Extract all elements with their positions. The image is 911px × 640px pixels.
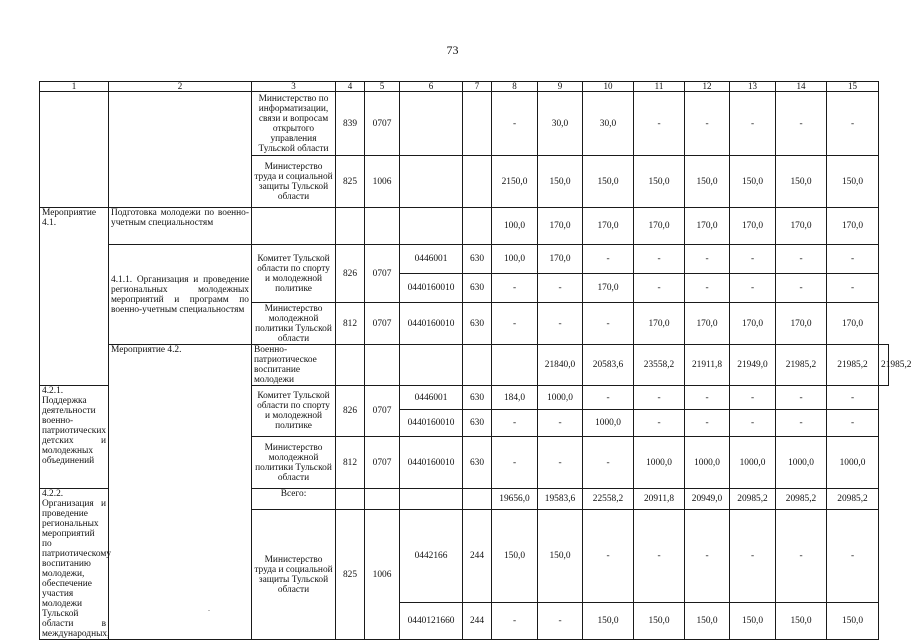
column-number: 6: [400, 82, 463, 92]
value-cell: -: [583, 510, 634, 603]
empty-cell: [336, 345, 365, 386]
value-cell: 1000,0: [583, 410, 634, 437]
column-number: 13: [730, 82, 776, 92]
empty-cell: [400, 208, 463, 245]
subitem-title: 4.2.2. Организация и проведение региональных мероприятий по патриотическому воспитанию молодежи, обеспечение участия молодежи Тульской области в международных,: [40, 489, 109, 640]
agency-cell: Комитет Тульской области по спорту и молодежной политике: [252, 245, 336, 303]
agency-cell: Комитет Тульской области по спорту и молодежной политике: [252, 386, 336, 437]
value-cell: -: [685, 386, 730, 410]
code-cell: 839: [336, 92, 365, 156]
value-cell: 150,0: [583, 156, 634, 208]
value-cell: -: [827, 92, 879, 156]
empty-cell: [400, 489, 463, 510]
code-cell: 630: [463, 245, 492, 274]
value-cell: -: [827, 410, 879, 437]
value-cell: -: [634, 274, 685, 303]
table-row: [40, 208, 889, 245]
code-cell: 0440160010: [400, 274, 463, 303]
value-cell: -: [492, 274, 538, 303]
value-cell: 19656,0: [492, 489, 538, 510]
value-cell: 170,0: [827, 303, 879, 345]
value-cell: 170,0: [583, 208, 634, 245]
code-cell: 630: [463, 274, 492, 303]
value-cell: -: [827, 245, 879, 274]
empty-cell: [365, 208, 400, 245]
table-row: [40, 245, 889, 274]
value-cell: 170,0: [583, 274, 634, 303]
code-cell: [463, 92, 492, 156]
value-cell: 150,0: [730, 156, 776, 208]
value-cell: 21949,0: [730, 345, 776, 386]
code-cell: 0707: [365, 303, 400, 345]
value-cell: 21985,2: [776, 345, 827, 386]
scan-speck: [208, 610, 210, 611]
subitem-title: 4.2.1. Поддержка деятельности военно-патриотических детских и молодежных объединений: [40, 386, 109, 489]
value-cell: 20985,2: [730, 489, 776, 510]
value-cell: 170,0: [685, 208, 730, 245]
total-label: Всего:: [252, 489, 336, 510]
value-cell: -: [776, 510, 827, 603]
column-number-row: [40, 82, 889, 92]
column-number: 2: [109, 82, 252, 92]
value-cell: 170,0: [776, 303, 827, 345]
value-cell: 22558,2: [583, 489, 634, 510]
value-cell: 2150,0: [492, 156, 538, 208]
agency-cell: Министерство труда и социальной защиты Тульской области: [252, 510, 336, 640]
value-cell: -: [583, 245, 634, 274]
value-cell: -: [827, 386, 879, 410]
empty-cell: [463, 345, 492, 386]
table-row: [40, 345, 889, 386]
empty-cell: [336, 208, 365, 245]
value-cell: -: [730, 510, 776, 603]
value-cell: 20911,8: [634, 489, 685, 510]
value-cell: -: [538, 410, 583, 437]
code-cell: 0707: [365, 245, 400, 303]
value-cell: 150,0: [634, 156, 685, 208]
value-cell: -: [685, 510, 730, 603]
value-cell: -: [634, 510, 685, 603]
code-cell: 244: [463, 510, 492, 603]
empty-cell: [40, 92, 109, 208]
column-number: 10: [583, 82, 634, 92]
value-cell: -: [583, 386, 634, 410]
value-cell: -: [685, 245, 730, 274]
value-cell: -: [776, 245, 827, 274]
value-cell: 100,0: [492, 208, 538, 245]
budget-table: [39, 81, 911, 640]
value-cell: -: [730, 274, 776, 303]
value-cell: -: [776, 274, 827, 303]
value-cell: 184,0: [492, 386, 538, 410]
code-cell: 0707: [365, 386, 400, 437]
value-cell: 1000,0: [776, 437, 827, 489]
value-cell: 20949,0: [685, 489, 730, 510]
column-number: 5: [365, 82, 400, 92]
value-cell: 30,0: [583, 92, 634, 156]
value-cell: 150,0: [538, 156, 583, 208]
code-cell: 1006: [365, 156, 400, 208]
column-number: 3: [252, 82, 336, 92]
value-cell: -: [827, 510, 879, 603]
value-cell: -: [730, 386, 776, 410]
value-cell: -: [538, 437, 583, 489]
value-cell: -: [492, 303, 538, 345]
code-cell: 244: [463, 603, 492, 640]
value-cell: -: [827, 274, 879, 303]
measure-label: Мероприятие 4.2.: [109, 345, 252, 640]
code-cell: 825: [336, 510, 365, 640]
agency-cell: Министерство по информатизации, связи и вопросам открытого управления Тульской области: [252, 92, 336, 156]
page-number: 73: [446, 43, 459, 57]
value-cell: -: [538, 603, 583, 640]
value-cell: 1000,0: [827, 437, 879, 489]
value-cell: 20985,2: [776, 489, 827, 510]
value-cell: 170,0: [634, 208, 685, 245]
value-cell: 1000,0: [730, 437, 776, 489]
subitem-title: 4.1.1. Организация и проведение региональных молодежных мероприятий и программ по военно-учетным специальностям: [109, 245, 252, 345]
value-cell: 150,0: [634, 603, 685, 640]
code-cell: 825: [336, 156, 365, 208]
value-cell: 21985,2: [879, 345, 889, 386]
value-cell: 170,0: [730, 303, 776, 345]
code-cell: 826: [336, 245, 365, 303]
agency-cell: Министерство труда и социальной защиты Тульской области: [252, 156, 336, 208]
value-cell: -: [492, 437, 538, 489]
code-cell: 826: [336, 386, 365, 437]
value-cell: 150,0: [538, 510, 583, 603]
value-cell: 150,0: [776, 603, 827, 640]
value-cell: -: [634, 245, 685, 274]
value-cell: -: [685, 274, 730, 303]
value-cell: -: [492, 410, 538, 437]
code-cell: 630: [463, 437, 492, 489]
value-cell: 150,0: [685, 603, 730, 640]
code-cell: 812: [336, 437, 365, 489]
code-cell: 1006: [365, 510, 400, 640]
value-cell: 1000,0: [685, 437, 730, 489]
table-row: [40, 92, 889, 156]
column-number: 4: [336, 82, 365, 92]
value-cell: 20985,2: [827, 489, 879, 510]
value-cell: -: [583, 303, 634, 345]
value-cell: 150,0: [492, 510, 538, 603]
value-cell: 1000,0: [634, 437, 685, 489]
code-cell: 0707: [365, 437, 400, 489]
column-number: 8: [492, 82, 538, 92]
empty-cell: [365, 489, 400, 510]
value-cell: 170,0: [685, 303, 730, 345]
value-cell: 170,0: [538, 245, 583, 274]
value-cell: 150,0: [776, 156, 827, 208]
value-cell: 170,0: [776, 208, 827, 245]
code-cell: 812: [336, 303, 365, 345]
value-cell: -: [634, 386, 685, 410]
measure-title: Подготовка молодежи по военно-учетным специальностям: [109, 208, 252, 245]
value-cell: 150,0: [730, 603, 776, 640]
value-cell: -: [538, 274, 583, 303]
code-cell: 630: [463, 386, 492, 410]
agency-cell: Министерство молодежной политики Тульской области: [252, 437, 336, 489]
column-number: 12: [685, 82, 730, 92]
value-cell: -: [538, 303, 583, 345]
code-cell: 630: [463, 303, 492, 345]
value-cell: -: [492, 92, 538, 156]
code-cell: 0440121660: [400, 603, 463, 640]
column-number: 9: [538, 82, 583, 92]
code-cell: 630: [463, 410, 492, 437]
empty-cell: [252, 208, 336, 245]
value-cell: -: [776, 92, 827, 156]
code-cell: [463, 156, 492, 208]
value-cell: 21840,0: [538, 345, 583, 386]
value-cell: -: [492, 603, 538, 640]
value-cell: 170,0: [538, 208, 583, 245]
empty-cell: [463, 489, 492, 510]
value-cell: 20583,6: [583, 345, 634, 386]
value-cell: 23558,2: [634, 345, 685, 386]
value-cell: -: [685, 92, 730, 156]
value-cell: 150,0: [583, 603, 634, 640]
code-cell: 0446001: [400, 245, 463, 274]
value-cell: 21911,8: [685, 345, 730, 386]
value-cell: 21985,2: [827, 345, 879, 386]
empty-cell: [492, 345, 538, 386]
value-cell: 19583,6: [538, 489, 583, 510]
code-cell: 0446001: [400, 386, 463, 410]
measure-label: Мероприятие 4.1.: [40, 208, 109, 386]
value-cell: -: [634, 92, 685, 156]
code-cell: [400, 156, 463, 208]
code-cell: 0707: [365, 92, 400, 156]
column-number: 7: [463, 82, 492, 92]
empty-cell: [336, 489, 365, 510]
value-cell: -: [634, 410, 685, 437]
value-cell: 170,0: [730, 208, 776, 245]
value-cell: -: [730, 410, 776, 437]
value-cell: -: [730, 92, 776, 156]
empty-cell: [463, 208, 492, 245]
value-cell: 100,0: [492, 245, 538, 274]
code-cell: 0442166: [400, 510, 463, 603]
code-cell: 0440160010: [400, 303, 463, 345]
value-cell: -: [583, 437, 634, 489]
value-cell: 150,0: [685, 156, 730, 208]
code-cell: 0440160010: [400, 410, 463, 437]
column-number: 15: [827, 82, 879, 92]
empty-cell: [109, 92, 252, 208]
column-number: 11: [634, 82, 685, 92]
value-cell: -: [776, 386, 827, 410]
value-cell: -: [730, 245, 776, 274]
column-number: 1: [40, 82, 109, 92]
value-cell: 170,0: [827, 208, 879, 245]
value-cell: 30,0: [538, 92, 583, 156]
code-cell: [400, 92, 463, 156]
value-cell: -: [776, 410, 827, 437]
value-cell: 170,0: [634, 303, 685, 345]
empty-cell: [365, 345, 400, 386]
code-cell: 0440160010: [400, 437, 463, 489]
column-number: 14: [776, 82, 827, 92]
value-cell: 150,0: [827, 156, 879, 208]
empty-cell: [400, 345, 463, 386]
measure-title: Военно-патриотическое воспитание молодежи: [252, 345, 336, 386]
value-cell: 1000,0: [538, 386, 583, 410]
value-cell: 150,0: [827, 603, 879, 640]
value-cell: -: [685, 410, 730, 437]
agency-cell: Министерство молодежной политики Тульской области: [252, 303, 336, 345]
